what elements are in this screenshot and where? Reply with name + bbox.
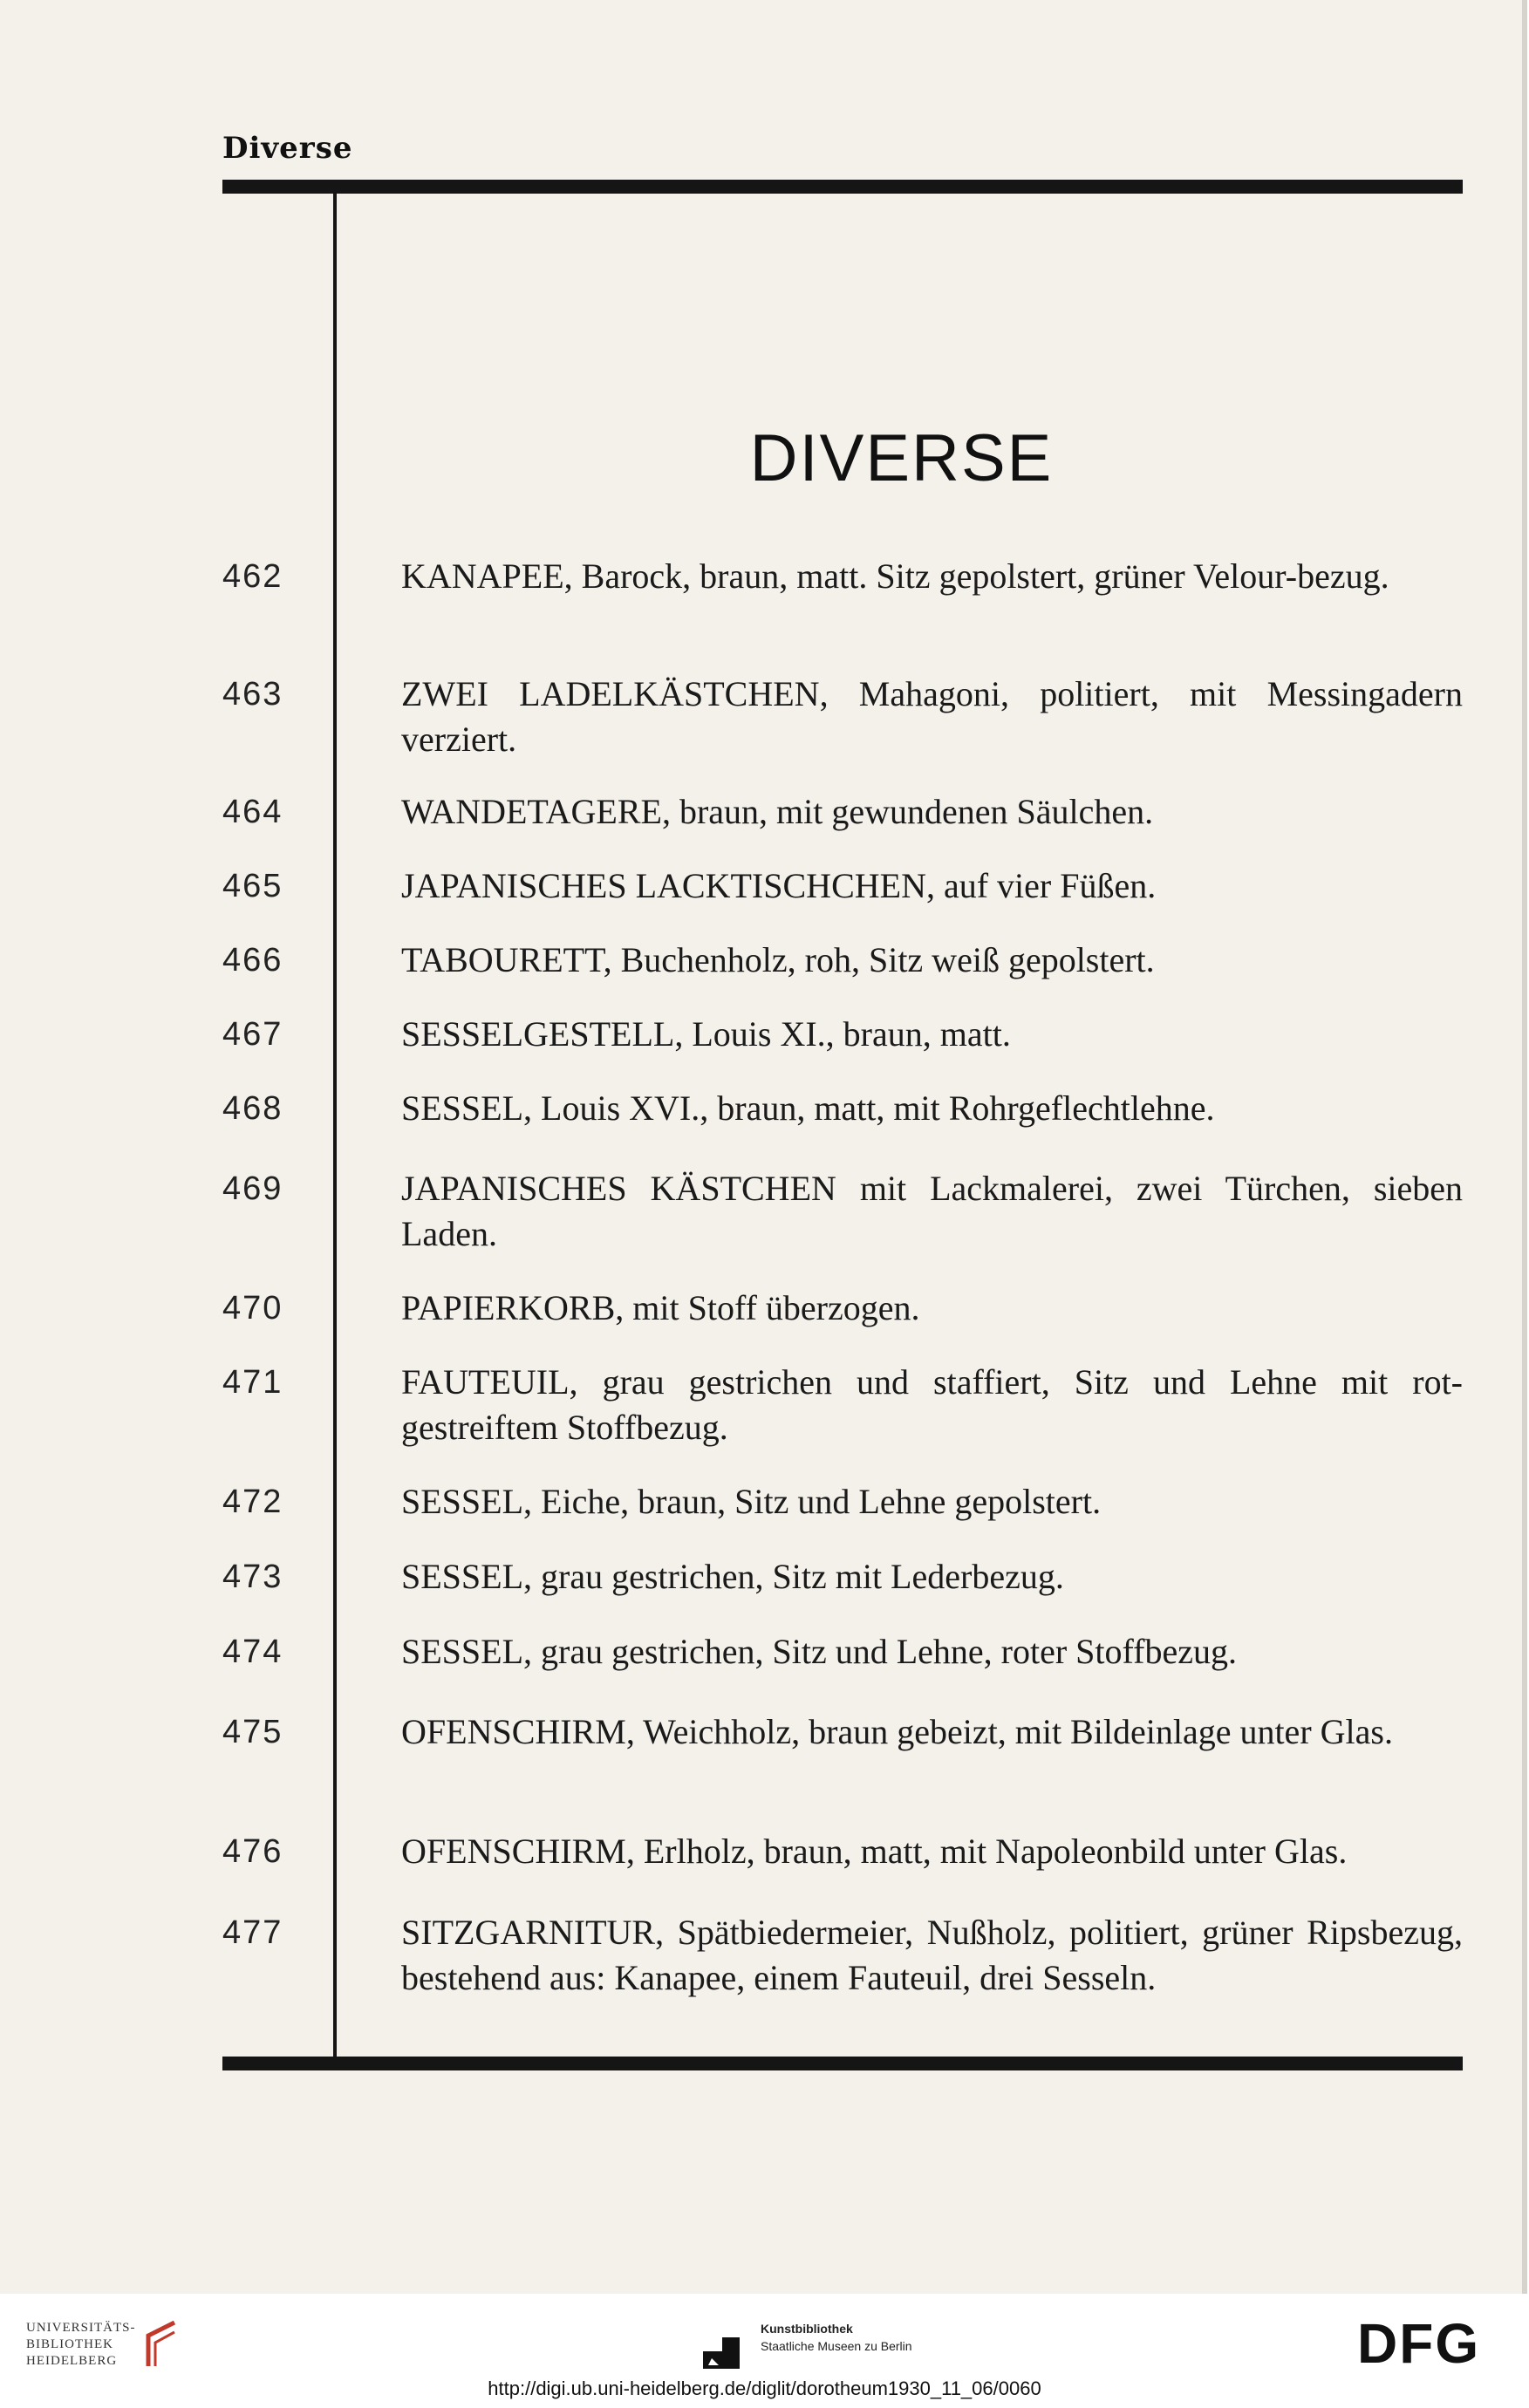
lot-description: OFENSCHIRM, Weichholz, braun gebeizt, mit Bildeinlage unter Glas. — [401, 1712, 1393, 1751]
lot-description: SESSEL, grau gestrichen, Sitz mit Lederbezug. — [401, 1557, 1064, 1596]
lot-number: 466 — [222, 942, 283, 979]
kb-subtitle: Staatliche Museen zu Berlin — [761, 2339, 912, 2353]
lot-description: SESSEL, Eiche, braun, Sitz und Lehne gepolstert. — [401, 1482, 1102, 1521]
lot-number: 468 — [222, 1090, 283, 1127]
bottom-rule — [222, 2057, 1463, 2070]
section-title: DIVERSE — [749, 421, 1054, 495]
lot-number: 470 — [222, 1290, 283, 1327]
top-rule — [222, 180, 1463, 194]
lot-description: SITZGARNITUR, Spätbiedermeier, Nußholz, politiert, grüner Ripsbezug, bestehend aus: Kanapee, einem Fauteuil, drei Sesseln. — [401, 1913, 1463, 1997]
kb-title: Kunstbibliothek — [761, 2322, 853, 2336]
ub-heidelberg-logo — [26, 2320, 136, 2370]
lot-number: 462 — [222, 558, 283, 595]
source-url[interactable]: http://digi.ub.uni-heidelberg.de/diglit/dorotheum1930_11_06/0060 — [488, 2377, 1041, 2399]
lot-number: 475 — [222, 1714, 283, 1750]
lot-description: SESSEL, Louis XVI., braun, matt, mit Rohrgeflechtlehne. — [401, 1088, 1215, 1128]
lot-description: SESSELGESTELL, Louis XI., braun, matt. — [401, 1014, 1011, 1054]
viewer-footer — [0, 2299, 1529, 2408]
kunstbibliothek-credit — [761, 2320, 912, 2355]
lot-number: 472 — [222, 1484, 283, 1520]
running-head: Diverse — [222, 131, 353, 166]
lot-number: 474 — [222, 1634, 283, 1670]
lot-number: 464 — [222, 794, 283, 830]
lot-description: WANDETAGERE, braun, mit gewundenen Säulchen. — [401, 792, 1154, 831]
lot-number: 471 — [222, 1364, 283, 1401]
kunstbibliothek-logo-icon — [700, 2330, 743, 2372]
ub-logo-line: BIBLIOTHEK — [26, 2337, 113, 2351]
ub-logo-line: UNIVERSITÄTS- — [26, 2321, 136, 2335]
lot-description: OFENSCHIRM, Erlholz, braun, matt, mit Napoleonbild unter Glas. — [401, 1832, 1348, 1871]
lot-description: PAPIERKORB, mit Stoff überzogen. — [401, 1288, 920, 1327]
column-divider — [333, 194, 337, 2057]
lot-number: 473 — [222, 1559, 283, 1595]
lot-number: 476 — [222, 1833, 283, 1870]
lot-description: FAUTEUIL, grau gestrichen und staffiert, Sitz und Lehne mit rot-gestreiftem Stoffbezug. — [401, 1362, 1463, 1447]
lot-number: 463 — [222, 676, 283, 713]
dfg-logo: DFG — [1357, 2312, 1481, 2375]
ub-logo-icon — [140, 2318, 183, 2370]
lot-number: 465 — [222, 868, 283, 904]
lot-description: TABOURETT, Buchenholz, roh, Sitz weiß gepolstert. — [401, 940, 1155, 979]
lot-description: KANAPEE, Barock, braun, matt. Sitz gepolstert, grüner Velour-bezug. — [401, 556, 1389, 596]
lot-description: ZWEI LADELKÄSTCHEN, Mahagoni, politiert, mit Messingadern verziert. — [401, 674, 1463, 759]
ub-logo-line: HEIDELBERG — [26, 2354, 118, 2368]
lot-number: 469 — [222, 1170, 283, 1207]
lot-description: JAPANISCHES LACKTISCHCHEN, auf vier Füßen. — [401, 866, 1157, 905]
lot-description: SESSEL, grau gestrichen, Sitz und Lehne, roter Stoffbezug. — [401, 1632, 1237, 1671]
lot-number: 467 — [222, 1016, 283, 1053]
lot-description: JAPANISCHES KÄSTCHEN mit Lackmalerei, zwei Türchen, sieben Laden. — [401, 1169, 1463, 1253]
lot-number: 477 — [222, 1914, 283, 1951]
